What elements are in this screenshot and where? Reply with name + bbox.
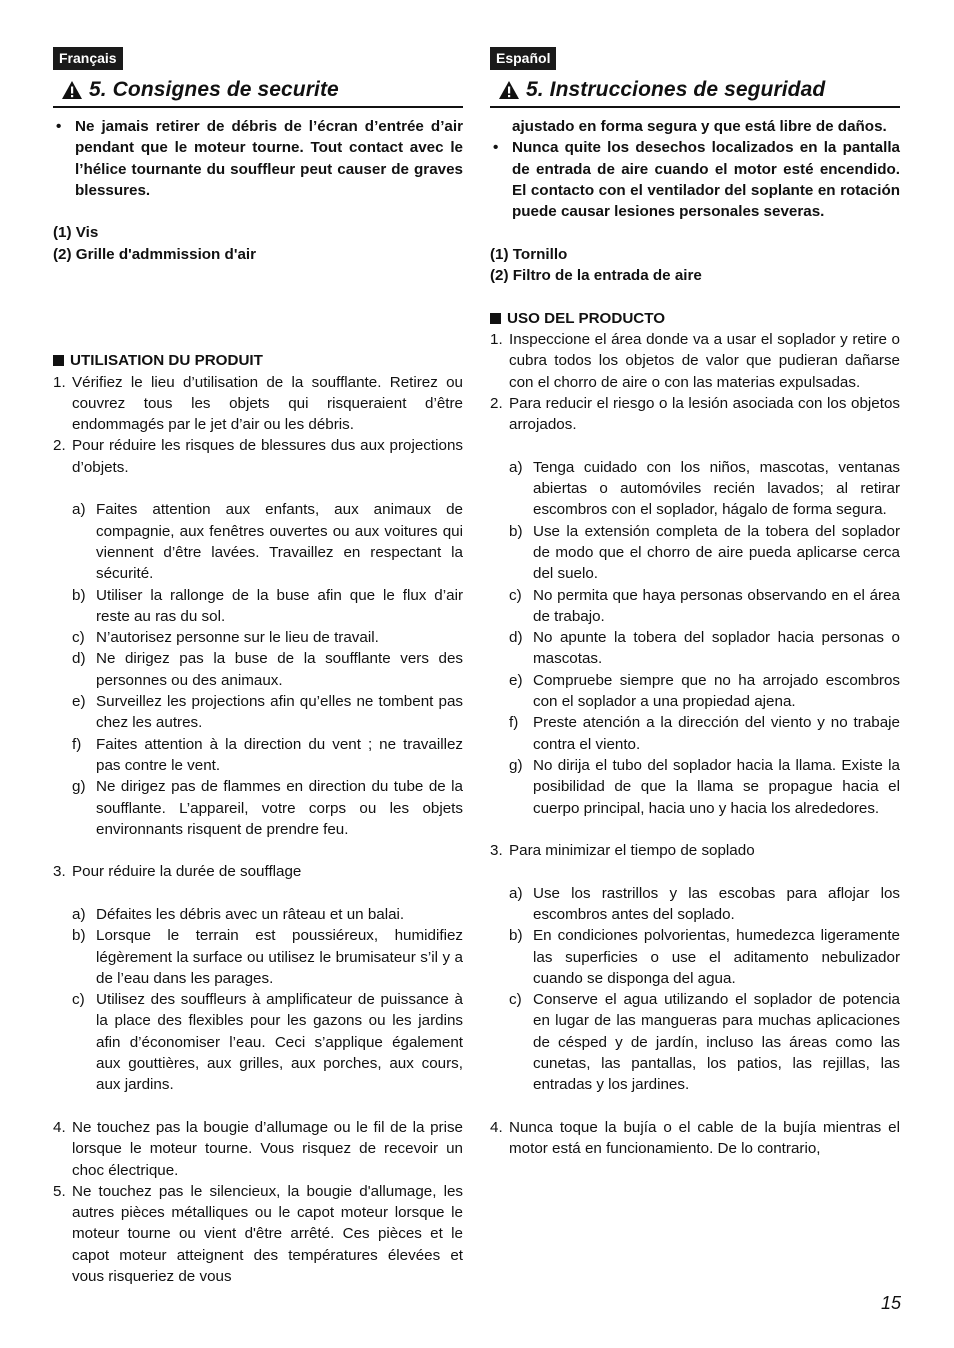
warning-icon [498,80,520,100]
french-column [53,47,463,1287]
spanish-body [490,116,900,1160]
warning-bullet: • Ne jamais retirer de débris de l’écran d’entrée d’air pendant que le moteur tourne. Tout contact avec le l’hélice tournante du souffleur peut causer de graves blessures. [53,116,463,201]
french-body [53,116,463,1287]
sub-item: e) Compruebe siempre que no ha arrojado escombros con el soplador a una propiedad ajena. [509,671,900,711]
warning-text: Nunca quite los desechos localizados en la pantalla de entrada de aire cuando el motor esté encendido. El contacto con el ventilador del soplante en rotación puede causar lesiones personales severas. [512,139,900,221]
caption-1: (1) Vis [53,224,99,242]
language-tag-spanish: Español [490,47,556,70]
list-item: 2. Para reducir el riesgo o la lesión asociada con los objetos arrojados. [490,394,900,434]
sub-item: a) Faites attention aux enfants, aux animaux de compagnie, aux fenêtres ouvertes ou aux voitures qui viennent d’être lavées. Travaillez en respectant la sécurité. [72,501,463,583]
sub-item: c) Utilisez des souffleurs à amplificateur de puissance à la place des flexibles pour les gazons ou les jardins afin d’économiser l’eau. Ceci s’applique également aux gouttières, aux grilles, aux porches, aux cours, aux jardins. [72,991,463,1094]
sub-item: f) Preste atención a la dirección del viento y no trabaje contra el viento. [509,714,900,753]
spanish-column [490,47,900,1160]
list-item: 3. Pour réduire la durée de soufflage [53,863,302,881]
page-number: 15 [880,1293,901,1313]
sub-item: g) Ne dirigez pas de flammes en direction du tube de la soufflante. L’appareil, votre corps ou les objets environnants risquent de prendre feu. [72,778,463,838]
square-bullet-icon [490,313,501,324]
section-title-french [53,75,463,108]
section-title-spanish [490,75,900,108]
page-title: 5. Consignes de securite [89,78,339,101]
page-title-es: 5. Instrucciones de seguridad [526,78,826,101]
list-item: 2. Pour réduire les risques de blessures dus aux projections d’objets. [53,437,463,476]
list-item: 4. Ne touchez pas la bougie d’allumage ou le fil de la prise lorsque le moteur tourne. Vous risquez de recevoir un choc électrique. [53,1118,463,1179]
warning-text: Ne jamais retirer de débris de l’écran d’entrée d’air pendant que le moteur tourne. Tout contact avec le l’hélice tournante du souffleur peut causer de graves blessures. [75,118,463,199]
list-item: 1. Vérifiez le lieu d’utilisation de la soufflante. Retirez ou couvrez tous les objets qui risqueraient d’être endommagés par le jet d’air ou les débris. [53,373,463,434]
list-item: 3. Para minimizar el tiempo de soplado [490,842,755,860]
sub-item: f) Faites attention à la direction du vent ; ne travaillez pas contre le vent. [72,735,463,774]
language-tag-french: Français [53,47,123,70]
sub-item: g) No dirija el tubo del soplador hacia la llama. Existe la posibilidad de que la llama se propague hacia el cuerpo principal, hacia uno y hacia los alrededores. [509,756,900,817]
warning-icon [61,80,83,100]
sub-item: a) Use los rastrillos y las escobas para aflojar los escombros antes del soplado. [509,884,900,923]
sub-item: a) Tenga cuidado con los niños, mascotas, ventanas abiertas o automóviles recién lavados; al retirar escombros con el soplador, hágalo de forma segura. [509,458,900,519]
caption-2: (2) Grille d'admmission d'air [53,245,257,263]
square-bullet-icon [53,355,64,366]
sub-item: c) No permita que haya personas observando en el área de trabajo. [509,586,900,625]
sub-item: c) Conserve el agua utilizando el soplador de potencia en lugar de las mangueras para muchas aplicaciones de césped y de jardín, incluso las áreas como las cunetas, las pantallas, los patios, las rejillas, las entradas y los jardines. [509,991,900,1094]
sub-item: e) Surveillez les projections afin qu’elles ne tombent pas chez les autres. [72,693,463,732]
sub-item: a) Défaites les débris avec un râteau et un balai. [72,905,405,923]
sub-item: d) No apunte la tobera del soplador hacia personas o mascotas. [509,629,900,668]
sub-item: d) Ne dirigez pas la buse de la soufflante vers des personnes ou des animaux. [72,650,463,689]
sub-item: b) En condiciones polvorientas, humedezca ligeramente las superficies o use el aditamento nebulizador cuando se disponga del agua. [509,927,900,987]
sub-item: b) Lorsque le terrain est poussiéreux, humidifiez légèrement la surface ou utilisez le brumisateur s’il y a de l’eau dans les parages. [72,927,463,987]
list-item: 4. Nunca toque la bujía o el cable de la bujía mientras el motor está en funcionamiento. De lo contrario, [490,1118,900,1158]
section-heading: USO DEL PRODUCTO [490,308,900,329]
list-item: 1. Inspeccione el área donde va a usar el soplador y retire o cubra todos los objetos de valor que pudieran dañarse con el chorro de aire o con las materias expulsadas. [490,330,900,391]
sub-item: b) Utiliser la rallonge de la buse afin que le flux d’air reste au ras du sol. [72,586,463,625]
list-item: 5. Ne touchez pas le silencieux, la bougie d'allumage, les autres pièces métalliques ou le capot moteur lorsque le moteur tourne ou vient d'être arrêté. Ces pièces et le capot moteur atteignent des températures élevées et vous risqueriez de vous [53,1182,463,1286]
caption-2: (2) Filtro de la entrada de aire [490,267,702,285]
warning-bullet: • Nunca quite los desechos localizados en la pantalla de entrada de aire cuando el motor esté encendido. El contacto con el ventilador del soplante en rotación puede causar lesiones personales severas. [490,137,900,222]
section-heading: UTILISATION DU PRODUIT [53,350,463,371]
caption-1: (1) Tornillo [490,245,568,263]
continued-text: ajustado en forma segura y que está libre de daños. [512,118,887,135]
sub-item: b) Use la extensión completa de la tobera del soplador de modo que el chorro de aire pueda aplicarse cerca del suelo. [509,522,900,583]
sub-item: c) N’autorisez personne sur le lieu de travail. [72,629,379,647]
